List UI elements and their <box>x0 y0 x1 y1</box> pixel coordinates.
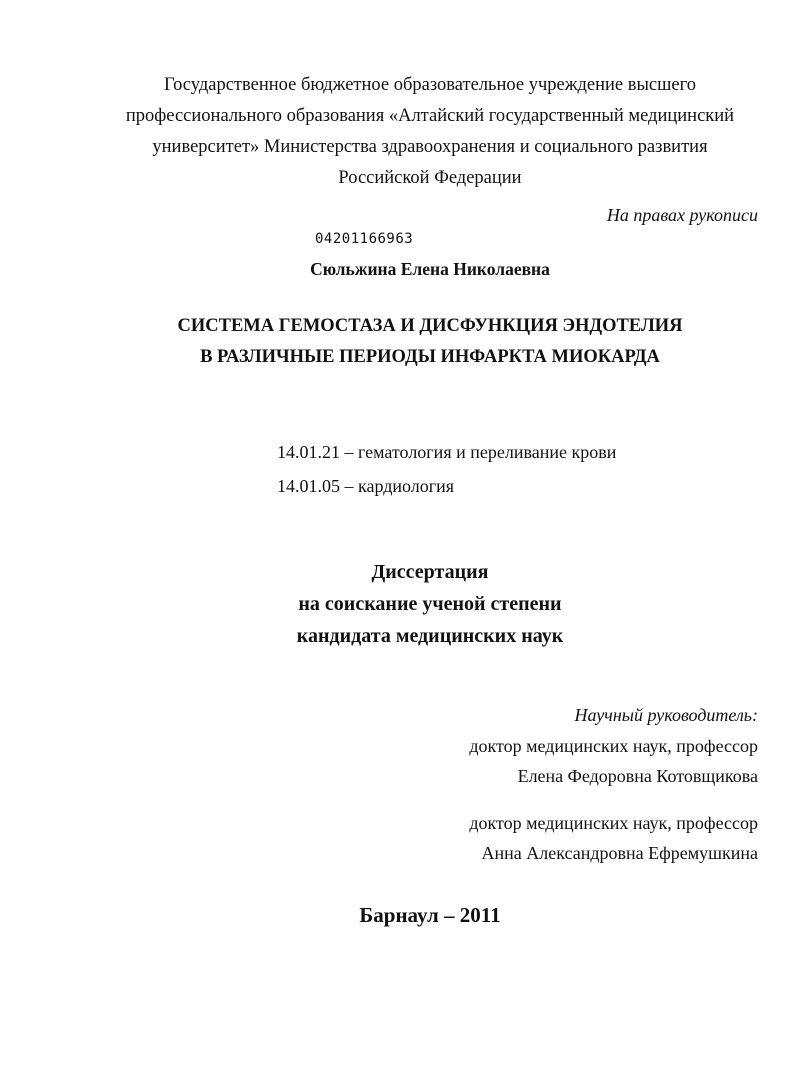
degree-line: Диссертация <box>371 561 489 583</box>
supervisor-title: доктор медицинских наук, профессор <box>469 812 758 833</box>
scientific-supervisors <box>469 700 758 869</box>
degree-statement <box>100 556 760 652</box>
dissertation-title <box>100 311 760 373</box>
institution-line: Государственное бюджетное образовательное учреждение высшего <box>164 75 696 95</box>
author-name: Сюльжина Елена Николаевна <box>310 259 550 279</box>
title-line: СИСТЕМА ГЕМОСТАЗА И ДИСФУНКЦИЯ ЭНДОТЕЛИЯ <box>177 316 683 336</box>
institution-line: Российской Федерации <box>338 168 522 188</box>
city-year: Барнаул – 2011 <box>359 903 501 927</box>
specialty-item: 14.01.05 – кардиология <box>277 476 455 496</box>
institution-header <box>100 70 760 194</box>
supervisor-name: Елена Федоровна Котовщикова <box>517 766 758 786</box>
manuscript-rights-note: На правах рукописи <box>606 205 758 225</box>
specialty-item: 14.01.21 – гематология и переливание крови <box>277 442 617 462</box>
institution-line: профессионального образования «Алтайский государственный медицинский <box>125 106 735 126</box>
supervisor-label: Научный руководитель: <box>574 705 758 725</box>
supervisor-title: доктор медицинских наук, профессор <box>469 735 758 756</box>
title-line: В РАЗЛИЧНЫЕ ПЕРИОДЫ ИНФАРКТА МИОКАРДА <box>200 347 660 367</box>
specialty-codes <box>277 435 616 503</box>
degree-line: кандидата медицинских наук <box>296 625 564 647</box>
supervisor-name: Анна Александровна Ефремушкина <box>481 843 758 863</box>
institution-line: университет» Министерства здравоохранения и социального развития <box>152 137 708 157</box>
degree-line: на соискание ученой степени <box>298 593 562 615</box>
supervisor-spacer <box>469 792 758 808</box>
library-code-stamp: 04201166963 <box>315 231 414 247</box>
